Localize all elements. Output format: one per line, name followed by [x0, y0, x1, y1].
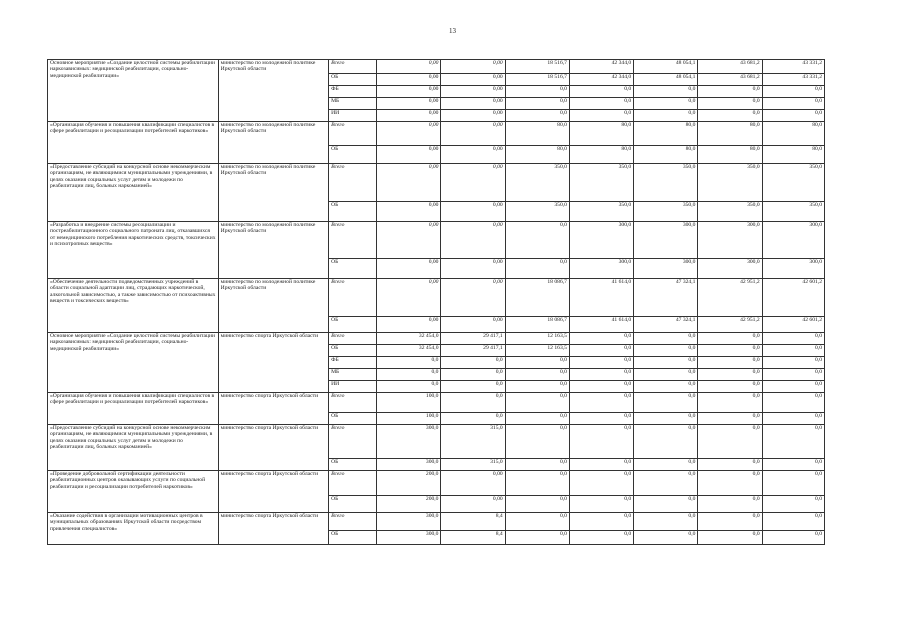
amount-cell: 0,00	[377, 202, 441, 222]
amount-cell: 0,0	[441, 369, 505, 381]
amount-cell: 0,0	[505, 357, 569, 369]
funding-source: МБ	[329, 369, 377, 381]
amount-cell: 0,0	[634, 459, 698, 471]
funding-source: ОБ	[329, 202, 377, 222]
amount-cell: 0,0	[569, 531, 633, 545]
amount-cell: 0,0	[505, 259, 569, 279]
executor-name: министерство спорта Иркутской области	[218, 471, 328, 513]
amount-cell: 0,0	[762, 471, 824, 496]
funding-source: Всего	[329, 60, 377, 74]
executor-name: министерство по молодежной политике Иркутской области	[218, 279, 328, 333]
amount-cell: 0,00	[441, 222, 505, 259]
funding-source: ИИ	[329, 110, 377, 122]
amount-cell: 8,4	[441, 531, 505, 545]
amount-cell: 0,0	[698, 333, 762, 345]
table-row	[48, 60, 825, 74]
amount-cell: 350,0	[569, 202, 633, 222]
amount-cell: 0,0	[698, 86, 762, 98]
funding-source: Всего	[329, 164, 377, 202]
amount-cell: 0,0	[698, 110, 762, 122]
funding-source: ИИ	[329, 381, 377, 393]
amount-cell: 80,0	[569, 122, 633, 146]
amount-cell: 0,0	[569, 393, 633, 413]
amount-cell: 0,00	[377, 86, 441, 98]
amount-cell: 350,0	[698, 164, 762, 202]
amount-cell: 350,0	[762, 202, 824, 222]
amount-cell: 47 324,1	[634, 279, 698, 317]
amount-cell: 0,0	[762, 513, 824, 531]
amount-cell: 0,0	[505, 381, 569, 393]
amount-cell: 0,0	[634, 531, 698, 545]
activity-name: «Оказание содействия в организации мотивационных центров в муниципальных образованиях Иркутской области посредством привлечения специалистов»	[48, 513, 219, 545]
funding-source: ОБ	[329, 345, 377, 357]
amount-cell: 0,0	[569, 369, 633, 381]
amount-cell: 300,0	[698, 259, 762, 279]
funding-source: ФБ	[329, 357, 377, 369]
amount-cell: 80,0	[505, 146, 569, 164]
amount-cell: 0,00	[441, 110, 505, 122]
amount-cell: 0,0	[634, 345, 698, 357]
amount-cell: 0,0	[569, 381, 633, 393]
amount-cell: 0,0	[505, 86, 569, 98]
amount-cell: 315,0	[441, 459, 505, 471]
amount-cell: 0,0	[762, 110, 824, 122]
amount-cell: 0,0	[762, 531, 824, 545]
amount-cell: 0,0	[698, 393, 762, 413]
amount-cell: 0,0	[634, 496, 698, 513]
activity-name: «Предоставление субсидий на конкурсной основе некоммерческим организациям, не являющимися муниципальными учреждениями, в целях оказания социальных услуг детям и молодежи по реабилитации лиц, больных наркоманией»	[48, 164, 219, 222]
amount-cell: 43 681,2	[698, 60, 762, 74]
amount-cell: 0,0	[634, 86, 698, 98]
amount-cell: 32 454,0	[377, 333, 441, 345]
amount-cell: 0,0	[698, 531, 762, 545]
amount-cell: 41 614,0	[569, 317, 633, 333]
amount-cell: 200,0	[377, 471, 441, 496]
activity-name: Основное мероприятие «Создание целостной системы реабилитации наркозависимых: медицинской реабилитации, социально-медицинской реабилитации»	[48, 333, 219, 393]
amount-cell: 0,0	[698, 513, 762, 531]
amount-cell: 0,0	[698, 381, 762, 393]
amount-cell: 42 601,2	[762, 279, 824, 317]
amount-cell: 350,0	[569, 164, 633, 202]
amount-cell: 0,0	[505, 369, 569, 381]
amount-cell: 18 086,7	[505, 317, 569, 333]
amount-cell: 0,0	[762, 425, 824, 459]
amount-cell: 80,0	[505, 122, 569, 146]
amount-cell: 48 054,1	[634, 74, 698, 86]
activity-name: «Организация обучения и повышения квалификации специалистов в сфере реабилитации и ресоциализации потребителей наркотиков»	[48, 393, 219, 425]
funding-source: ОБ	[329, 317, 377, 333]
amount-cell: 42 344,0	[569, 60, 633, 74]
executor-name: министерство по молодежной политике Иркутской области	[218, 60, 328, 122]
funding-source: Всего	[329, 471, 377, 496]
amount-cell: 41 614,0	[569, 279, 633, 317]
activity-name: Основное мероприятие «Создание целостной системы реабилитации наркозависимых: медицинской реабилитации, социально-медицинской реабилитации»	[48, 60, 219, 122]
amount-cell: 0,0	[762, 381, 824, 393]
activity-name: «Разработка и внедрение системы ресоциализации и постреабилитационного социального патроната лиц, отказавшихся от немедицинского потребления наркотических средств, токсических и психотропных веществ»	[48, 222, 219, 279]
executor-name: министерство по молодежной политике Иркутской области	[218, 222, 328, 279]
amount-cell: 0,0	[634, 393, 698, 413]
amount-cell: 0,0	[569, 98, 633, 110]
funding-source: Всего	[329, 425, 377, 459]
amount-cell: 0,00	[377, 98, 441, 110]
amount-cell: 18 516,7	[505, 74, 569, 86]
funding-source: Всего	[329, 513, 377, 531]
amount-cell: 0,0	[441, 393, 505, 413]
amount-cell: 48 054,1	[634, 60, 698, 74]
amount-cell: 18 086,7	[505, 279, 569, 317]
amount-cell: 0,00	[441, 146, 505, 164]
amount-cell: 0,00	[377, 279, 441, 317]
funding-source: ОБ	[329, 413, 377, 425]
amount-cell: 0,0	[698, 357, 762, 369]
amount-cell: 350,0	[505, 202, 569, 222]
amount-cell: 0,0	[441, 357, 505, 369]
amount-cell: 0,0	[762, 369, 824, 381]
funding-source: ФБ	[329, 86, 377, 98]
amount-cell: 0,0	[698, 413, 762, 425]
amount-cell: 0,0	[634, 357, 698, 369]
amount-cell: 300,0	[634, 222, 698, 259]
amount-cell: 0,0	[569, 413, 633, 425]
amount-cell: 0,0	[762, 413, 824, 425]
amount-cell: 80,0	[634, 122, 698, 146]
amount-cell: 0,0	[505, 393, 569, 413]
amount-cell: 0,0	[762, 86, 824, 98]
amount-cell: 0,0	[634, 369, 698, 381]
amount-cell: 0,00	[377, 122, 441, 146]
amount-cell: 0,00	[377, 110, 441, 122]
amount-cell: 0,00	[377, 74, 441, 86]
amount-cell: 0,0	[569, 333, 633, 345]
amount-cell: 0,00	[441, 496, 505, 513]
amount-cell: 350,0	[698, 202, 762, 222]
funding-source: Всего	[329, 222, 377, 259]
amount-cell: 42 344,0	[569, 74, 633, 86]
amount-cell: 0,0	[377, 381, 441, 393]
amount-cell: 100,0	[377, 393, 441, 413]
amount-cell: 300,0	[377, 513, 441, 531]
amount-cell: 0,00	[441, 202, 505, 222]
amount-cell: 0,0	[505, 531, 569, 545]
amount-cell: 0,0	[698, 471, 762, 496]
amount-cell: 0,0	[569, 110, 633, 122]
amount-cell: 0,00	[377, 60, 441, 74]
amount-cell: 0,0	[441, 381, 505, 393]
amount-cell: 0,00	[441, 86, 505, 98]
amount-cell: 0,00	[441, 98, 505, 110]
table-row	[48, 513, 825, 531]
table-row	[48, 425, 825, 459]
amount-cell: 0,00	[441, 60, 505, 74]
funding-source: Всего	[329, 122, 377, 146]
executor-name: министерство спорта Иркутской области	[218, 333, 328, 393]
amount-cell: 47 324,1	[634, 317, 698, 333]
amount-cell: 0,0	[569, 459, 633, 471]
amount-cell: 0,0	[762, 345, 824, 357]
amount-cell: 0,0	[505, 496, 569, 513]
amount-cell: 0,0	[634, 98, 698, 110]
amount-cell: 300,0	[634, 259, 698, 279]
amount-cell: 42 951,2	[698, 279, 762, 317]
amount-cell: 0,0	[698, 425, 762, 459]
amount-cell: 300,0	[569, 259, 633, 279]
amount-cell: 0,0	[569, 86, 633, 98]
amount-cell: 300,0	[762, 259, 824, 279]
amount-cell: 0,0	[569, 513, 633, 531]
amount-cell: 32 454,0	[377, 345, 441, 357]
funding-source: Всего	[329, 333, 377, 345]
amount-cell: 0,0	[634, 471, 698, 496]
activity-name: «Проведение добровольной сертификации деятельности реабилитационных центров оказывающих услуги по социальной реабилитации и ресоциализации потребителей наркотиков»	[48, 471, 219, 513]
funding-source: МБ	[329, 98, 377, 110]
amount-cell: 0,0	[505, 222, 569, 259]
amount-cell: 0,0	[505, 413, 569, 425]
amount-cell: 0,0	[505, 471, 569, 496]
amount-cell: 350,0	[634, 164, 698, 202]
amount-cell: 0,00	[441, 74, 505, 86]
amount-cell: 300,0	[762, 222, 824, 259]
funding-source: ОБ	[329, 459, 377, 471]
funding-source: ОБ	[329, 531, 377, 545]
amount-cell: 0,0	[377, 369, 441, 381]
table-row	[48, 122, 825, 146]
amount-cell: 0,0	[634, 413, 698, 425]
activity-name: «Обеспечение деятельности подведомственных учреждений в области социальной адаптации лиц, страдающих наркотической, алкогольной зависимостью, а также зависимостью от психоактивных веществ и токсических веществ»	[48, 279, 219, 333]
table-row	[48, 222, 825, 259]
amount-cell: 200,0	[377, 496, 441, 513]
amount-cell: 0,0	[569, 425, 633, 459]
amount-cell: 300,0	[698, 222, 762, 259]
amount-cell: 0,00	[377, 259, 441, 279]
amount-cell: 0,0	[634, 425, 698, 459]
amount-cell: 0,0	[762, 98, 824, 110]
amount-cell: 0,00	[377, 222, 441, 259]
amount-cell: 350,0	[505, 164, 569, 202]
amount-cell: 0,0	[762, 393, 824, 413]
amount-cell: 350,0	[634, 202, 698, 222]
table-row	[48, 471, 825, 496]
table-row	[48, 279, 825, 317]
table-row	[48, 393, 825, 413]
amount-cell: 43 681,2	[698, 74, 762, 86]
amount-cell: 80,0	[569, 146, 633, 164]
funding-source: Всего	[329, 393, 377, 413]
amount-cell: 0,0	[377, 357, 441, 369]
amount-cell: 100,0	[377, 413, 441, 425]
amount-cell: 0,00	[377, 146, 441, 164]
amount-cell: 0,0	[634, 333, 698, 345]
budget-table	[47, 59, 825, 545]
amount-cell: 0,00	[441, 122, 505, 146]
amount-cell: 0,00	[441, 259, 505, 279]
amount-cell: 0,0	[698, 496, 762, 513]
amount-cell: 0,0	[698, 459, 762, 471]
amount-cell: 315,0	[441, 425, 505, 459]
executor-name: министерство спорта Иркутской области	[218, 513, 328, 545]
table-row	[48, 333, 825, 345]
amount-cell: 29 417,1	[441, 345, 505, 357]
executor-name: министерство по молодежной политике Иркутской области	[218, 122, 328, 164]
amount-cell: 300,0	[569, 222, 633, 259]
amount-cell: 0,0	[762, 459, 824, 471]
amount-cell: 0,0	[569, 496, 633, 513]
table-row	[48, 164, 825, 202]
amount-cell: 80,0	[762, 146, 824, 164]
executor-name: министерство спорта Иркутской области	[218, 393, 328, 425]
amount-cell: 43 331,2	[762, 60, 824, 74]
amount-cell: 0,0	[505, 459, 569, 471]
amount-cell: 0,00	[441, 471, 505, 496]
amount-cell: 0,0	[698, 345, 762, 357]
amount-cell: 29 417,1	[441, 333, 505, 345]
amount-cell: 0,00	[441, 279, 505, 317]
amount-cell: 300,0	[377, 531, 441, 545]
amount-cell: 80,0	[698, 146, 762, 164]
amount-cell: 12 163,5	[505, 333, 569, 345]
amount-cell: 0,0	[762, 357, 824, 369]
amount-cell: 0,0	[634, 513, 698, 531]
executor-name: министерство по молодежной политике Иркутской области	[218, 164, 328, 222]
amount-cell: 0,0	[505, 110, 569, 122]
amount-cell: 42 601,2	[762, 317, 824, 333]
funding-source: ОБ	[329, 146, 377, 164]
amount-cell: 8,4	[441, 513, 505, 531]
page-number: 13	[449, 27, 456, 35]
amount-cell: 0,0	[505, 98, 569, 110]
amount-cell: 0,0	[762, 333, 824, 345]
amount-cell: 0,00	[441, 164, 505, 202]
amount-cell: 350,0	[762, 164, 824, 202]
amount-cell: 80,0	[634, 146, 698, 164]
amount-cell: 12 163,5	[505, 345, 569, 357]
amount-cell: 80,0	[762, 122, 824, 146]
funding-source: Всего	[329, 279, 377, 317]
amount-cell: 0,0	[505, 513, 569, 531]
amount-cell: 0,0	[505, 425, 569, 459]
amount-cell: 300,0	[377, 459, 441, 471]
amount-cell: 80,0	[698, 122, 762, 146]
amount-cell: 0,0	[569, 471, 633, 496]
activity-name: «Организация обучения и повышения квалификации специалистов в сфере реабилитации и ресоциализации потребителей наркотиков»	[48, 122, 219, 164]
funding-source: ОБ	[329, 74, 377, 86]
amount-cell: 0,0	[634, 110, 698, 122]
amount-cell: 0,0	[698, 369, 762, 381]
amount-cell: 42 951,2	[698, 317, 762, 333]
activity-name: «Предоставление субсидий на конкурсной основе некоммерческим организациям, не являющимися муниципальными учреждениями, в целях оказания социальных услуг детям и молодежи по реабилитации лиц, больных наркоманией»	[48, 425, 219, 471]
amount-cell: 0,0	[569, 357, 633, 369]
funding-source: ОБ	[329, 259, 377, 279]
amount-cell: 0,00	[441, 317, 505, 333]
funding-source: ОБ	[329, 496, 377, 513]
amount-cell: 0,00	[377, 317, 441, 333]
amount-cell: 0,0	[569, 345, 633, 357]
amount-cell: 0,0	[698, 98, 762, 110]
amount-cell: 18 516,7	[505, 60, 569, 74]
executor-name: министерство спорта Иркутской области	[218, 425, 328, 471]
amount-cell: 0,0	[441, 413, 505, 425]
amount-cell: 43 331,2	[762, 74, 824, 86]
amount-cell: 0,0	[762, 496, 824, 513]
amount-cell: 300,0	[377, 425, 441, 459]
amount-cell: 0,0	[634, 381, 698, 393]
amount-cell: 0,00	[377, 164, 441, 202]
